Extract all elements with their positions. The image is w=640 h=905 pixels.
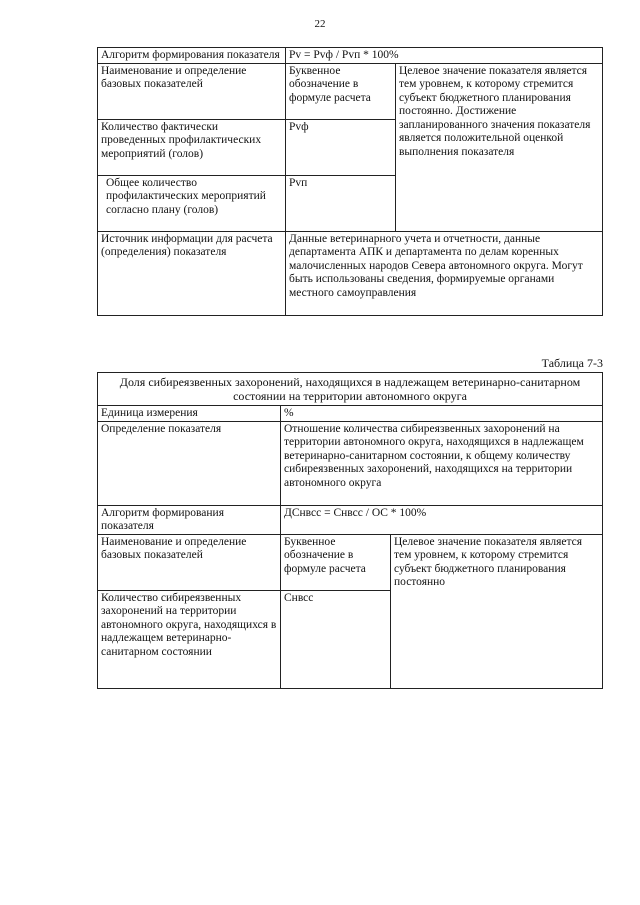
table-row	[98, 48, 603, 64]
row-label: Алгоритм формирования показателя	[98, 505, 281, 534]
row-label: Источник информации для расчета (определения) показателя	[98, 231, 286, 315]
row-label: Количество сибиреязвенных захоронений на территории автономного округа, находящихся в надлежащем ветеринарно-санитарном состоянии	[98, 590, 281, 688]
row-label: Количество фактически проведенных профилактических мероприятий (голов)	[98, 119, 286, 175]
table-row	[98, 534, 603, 590]
indicator-table-1	[97, 47, 603, 316]
table-row	[98, 421, 603, 505]
table-row	[98, 373, 603, 406]
row-value: Отношение количества сибиреязвенных захоронений на территории автономного округа, находящихся в надлежащем ветеринарно-санитарном состоянии, к общему количеству сибиреязвенных захоронений, находящихся на территории автономного округа	[281, 421, 603, 505]
symbol-cell: Снвсс	[281, 590, 391, 688]
symbol-header: Буквенное обозначение в формуле расчета	[286, 63, 396, 119]
row-label: Единица измерения	[98, 406, 281, 422]
row-label: Определение показателя	[98, 421, 281, 505]
row-label: Алгоритм формирования показателя	[98, 48, 286, 64]
table-row	[98, 505, 603, 534]
symbol-cell: Pvф	[286, 119, 396, 175]
page-number: 22	[314, 18, 326, 30]
row-label: Общее количество профилактических мероприятий согласно плану (голов)	[98, 175, 286, 231]
row-label: Наименование и определение базовых показателей	[98, 63, 286, 119]
table-title: Доля сибиреязвенных захоронений, находящихся в надлежащем ветеринарно-санитарном состоянии на территории автономного округа	[98, 373, 603, 406]
row-value: ДСнвсс = Снвсс / ОС * 100%	[281, 505, 603, 534]
target-comment: Целевое значение показателя является тем уровнем, к которому стремится субъект бюджетного планирования постоянно	[391, 534, 603, 688]
row-value: Данные ветеринарного учета и отчетности, данные департамента АПК и департамента по делам коренных малочисленных народов Севера автономного округа. Могут быть использованы сведения, формируемые органами местного самоуправления	[286, 231, 603, 315]
symbol-cell: Pvп	[286, 175, 396, 231]
indicator-table-2	[97, 372, 603, 689]
table-row	[98, 231, 603, 315]
row-value: %	[281, 406, 603, 422]
table-caption: Таблица 7-3	[541, 356, 603, 370]
symbol-header: Буквенное обозначение в формуле расчета	[281, 534, 391, 590]
table-row	[98, 406, 603, 422]
row-label: Наименование и определение базовых показателей	[98, 534, 281, 590]
target-comment: Целевое значение показателя является тем уровнем, к которому стремится субъект бюджетного планирования постоянно. Достижение запланированного значения показателя является положительной оценкой выполнения показателя	[396, 63, 603, 231]
table-row	[98, 63, 603, 119]
row-value: Pv = Pvф / Pvп * 100%	[286, 48, 603, 64]
